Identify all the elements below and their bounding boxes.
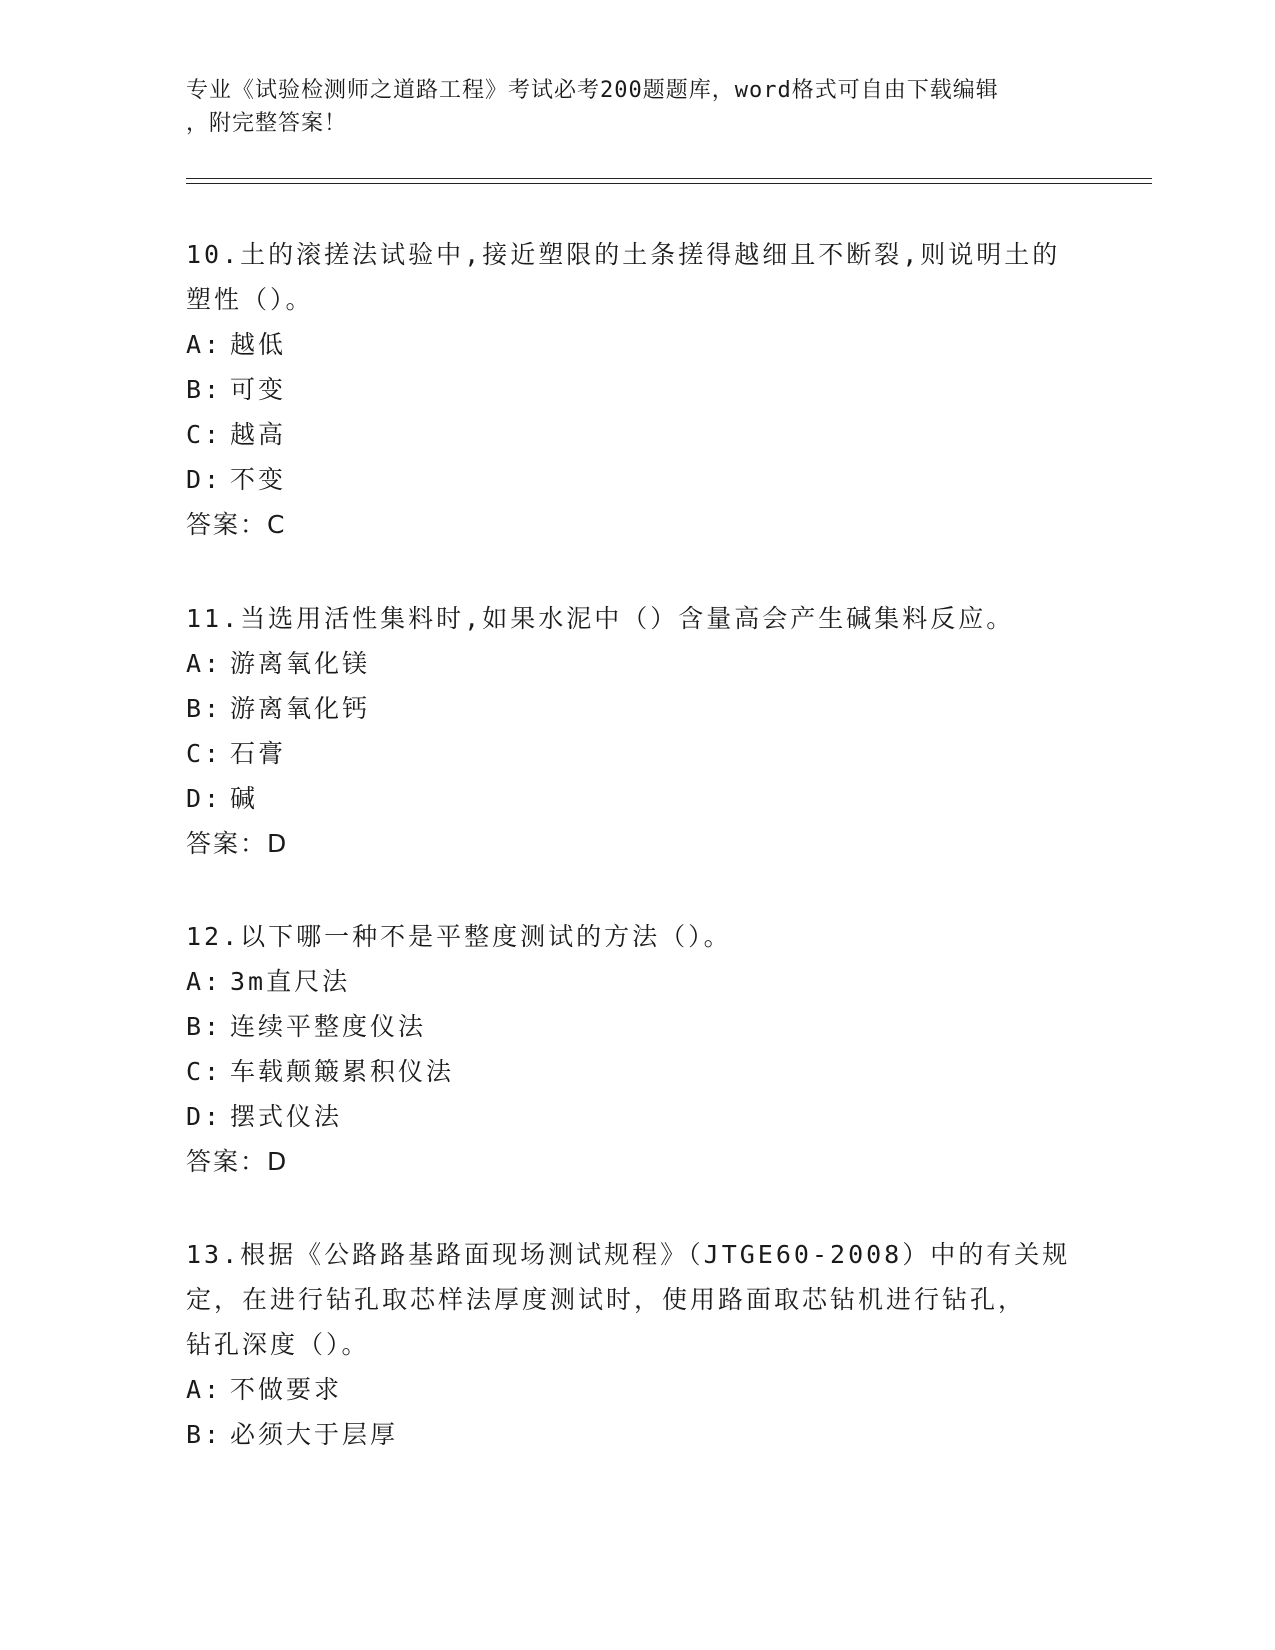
option-text: 可变 [230,375,287,404]
option-key: D: [186,784,223,813]
option-c [186,412,1086,457]
option-key: A: [186,649,223,678]
question-12 [186,914,1086,1184]
answer: 答案：C [186,510,287,539]
option-c [186,1049,1086,1094]
option-key: A: [186,967,223,996]
question-stem: 塑性（）。 [186,285,314,314]
option-key: A: [186,330,223,359]
option-key: B: [186,1420,223,1449]
option-text: 摆式仪法 [230,1102,343,1131]
option-text: 越低 [230,330,287,359]
question-stem: 13.根据《公路路基路面现场测试规程》（JTGE60-2008）中的有关规 [186,1240,1071,1269]
question-stem: 11.当选用活性集料时,如果水泥中（）含量高会产生碱集料反应。 [186,604,1015,633]
option-text: 必须大于层厚 [230,1420,399,1449]
question-stem: 10.土的滚搓法试验中,接近塑限的土条搓得越细且不断裂,则说明土的 [186,240,1061,269]
answer: 答案：D [186,829,289,858]
option-d [186,1094,1086,1139]
option-a [186,322,1086,367]
answer: 答案：D [186,1147,289,1176]
question-stem: 12.以下哪一种不是平整度测试的方法（）。 [186,922,732,951]
question-10 [186,232,1086,547]
option-key: B: [186,375,223,404]
header-line-1: 专业《试验检测师之道路工程》考试必考200题题库，word格式可自由下载编辑 [186,78,999,103]
option-key: C: [186,1057,223,1086]
option-text: 碱 [230,784,259,813]
option-a [186,1367,1086,1412]
option-b [186,1004,1086,1049]
header-line-2: ，附完整答案！ [186,111,348,136]
option-key: A: [186,1375,223,1404]
option-key: B: [186,1012,223,1041]
option-key: D: [186,1102,223,1131]
option-text: 不做要求 [230,1375,343,1404]
document-header [186,74,1066,140]
option-a [186,959,1086,1004]
option-text: 游离氧化镁 [230,649,371,678]
option-b [186,367,1086,412]
question-13 [186,1232,1086,1457]
option-text: 不变 [230,465,287,494]
option-text: 连续平整度仪法 [230,1012,427,1041]
option-text: 越高 [230,420,287,449]
option-key: C: [186,739,223,768]
question-stem: 钻孔深度（）。 [186,1330,370,1359]
question-11 [186,596,1086,866]
option-d [186,457,1086,502]
option-b [186,686,1086,731]
option-b [186,1412,1086,1457]
header-divider-top [186,178,1152,179]
question-stem: 定，在进行钻孔取芯样法厚度测试时，使用路面取芯钻机进行钻孔， [186,1285,1027,1314]
option-key: C: [186,420,223,449]
option-text: 车载颠簸累积仪法 [230,1057,455,1086]
option-text: 石膏 [230,739,287,768]
option-c [186,731,1086,776]
option-text: 3m直尺法 [230,967,351,996]
option-a [186,641,1086,686]
option-key: D: [186,465,223,494]
option-key: B: [186,694,223,723]
header-divider-bottom [186,183,1152,184]
option-d [186,776,1086,821]
option-text: 游离氧化钙 [230,694,371,723]
